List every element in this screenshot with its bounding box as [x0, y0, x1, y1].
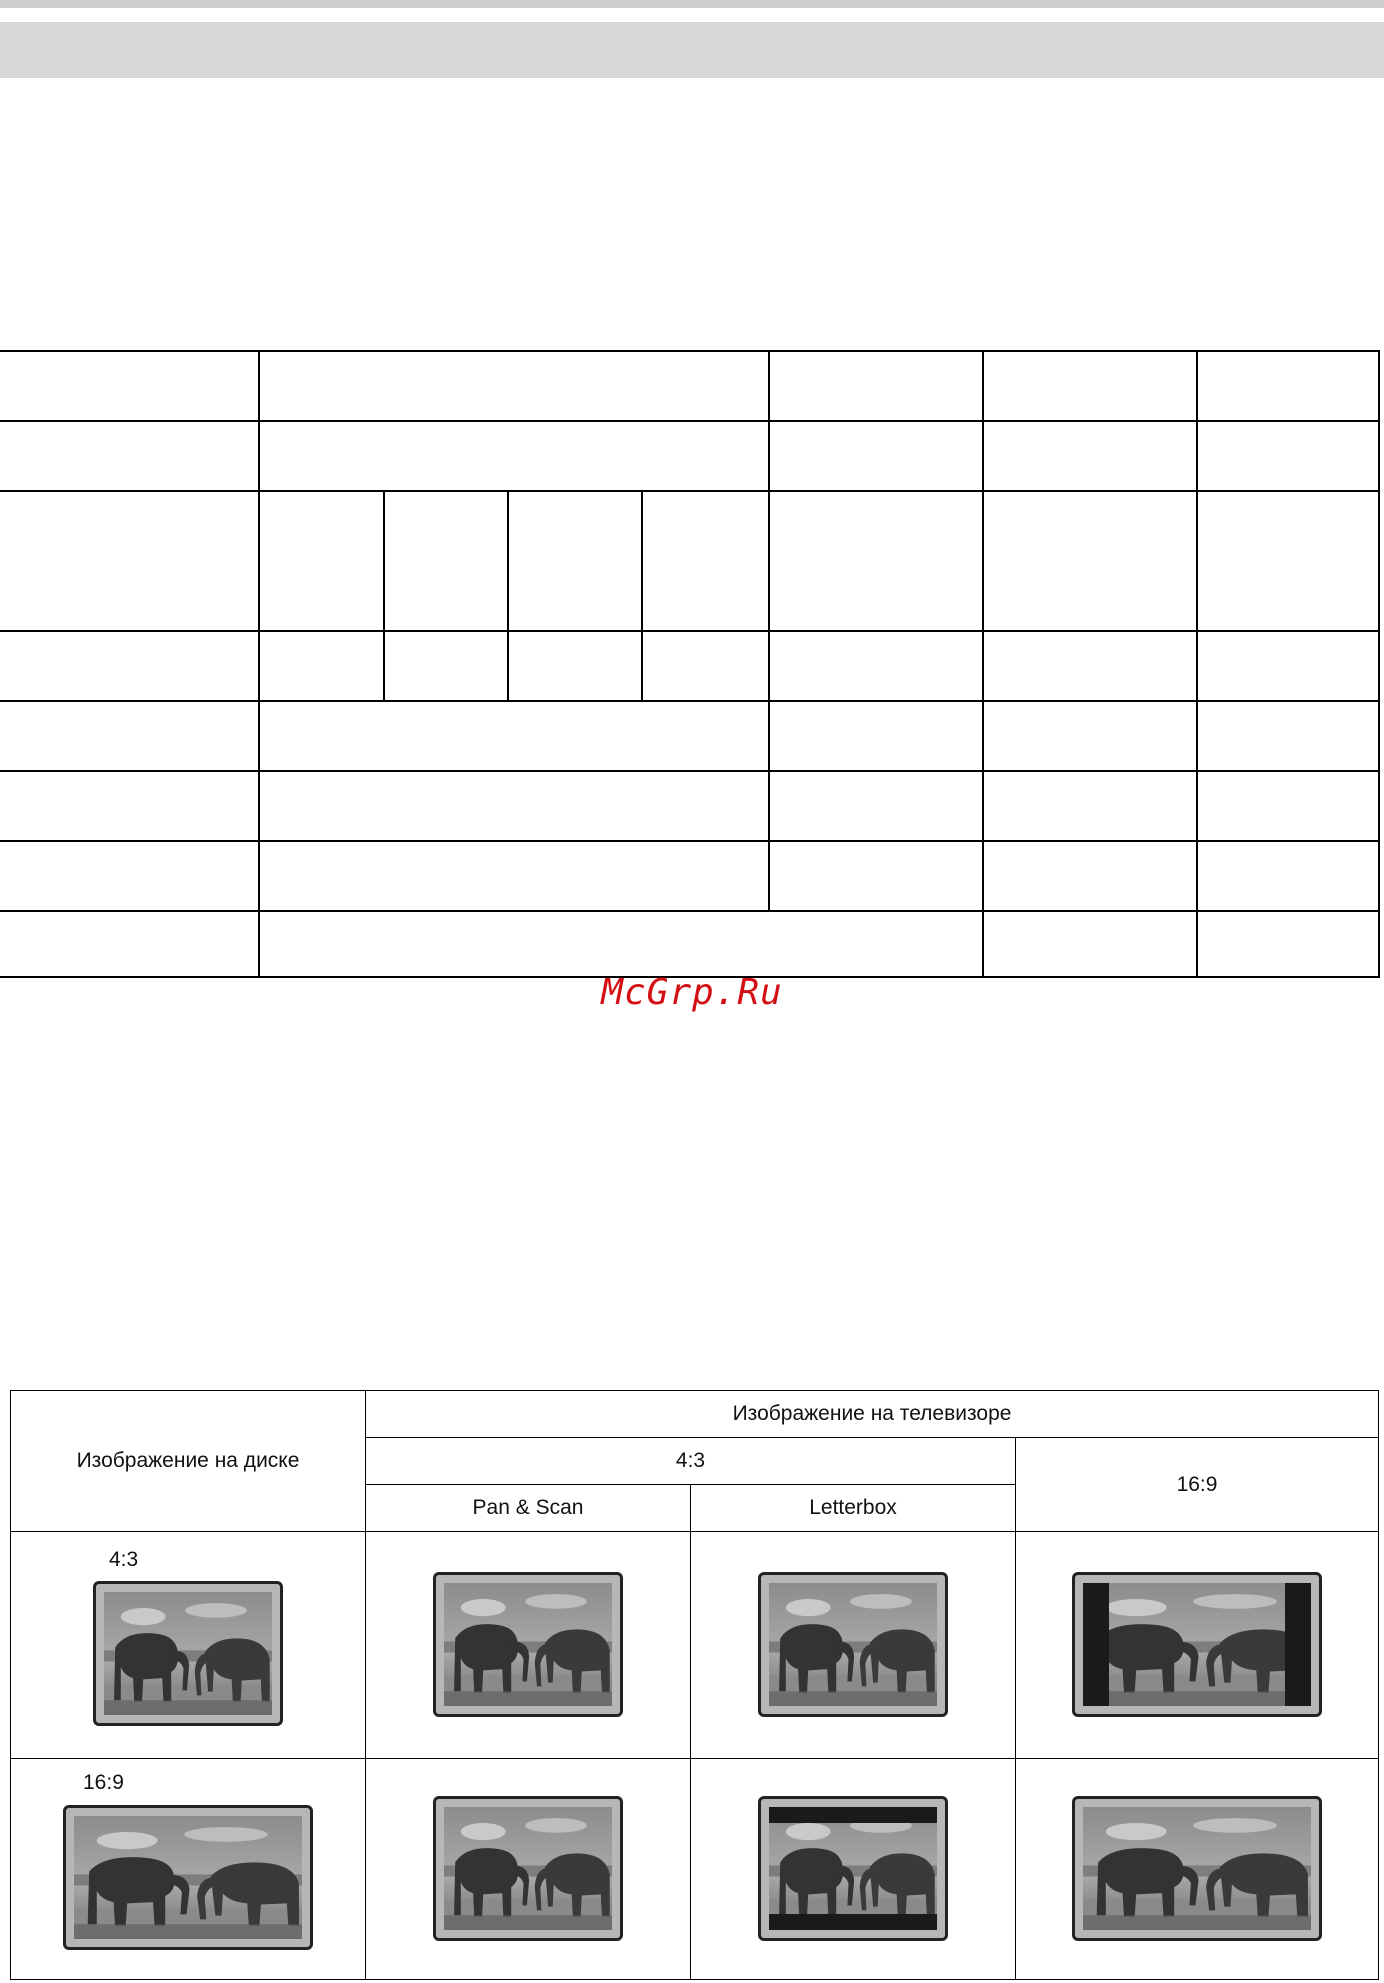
- grid-hline: [0, 840, 1380, 842]
- pillarbox-bar-right: [1285, 1583, 1311, 1706]
- elephant-image: [769, 1583, 937, 1706]
- tv-frame-letterbox-43: [758, 1572, 948, 1717]
- grid-vline: [507, 490, 509, 700]
- elephant-image: [74, 1816, 302, 1939]
- tv-frame-wide-43: [1072, 1572, 1322, 1717]
- grid-hline: [0, 420, 1380, 422]
- aspect-ratio-table: [10, 1390, 1379, 1980]
- letterbox-169-cell: [691, 1758, 1016, 1979]
- grid-hline: [0, 490, 1380, 492]
- letterbox-header: Letterbox: [691, 1485, 1016, 1532]
- grid-hline: [0, 630, 1380, 632]
- pan-scan-43-cell: [366, 1532, 691, 1758]
- disc-169-cell: [11, 1758, 366, 1979]
- grid-vline: [768, 350, 770, 910]
- grid-vline: [258, 350, 260, 978]
- disc-169-label: 16:9: [83, 1770, 124, 1794]
- ratio-169-header: 16:9: [1016, 1438, 1379, 1532]
- grid-hline: [0, 770, 1380, 772]
- disc-43-label: 4:3: [109, 1548, 139, 1572]
- tv-frame-wide-169: [1072, 1796, 1322, 1941]
- elephant-image: [444, 1583, 612, 1706]
- grid-hline: [0, 350, 1380, 352]
- grid-vline: [383, 490, 385, 700]
- pan-scan-header: Pan & Scan: [366, 1485, 691, 1532]
- pillarbox-bar-left: [1083, 1583, 1109, 1706]
- disc-image-header: Изображение на диске: [11, 1391, 366, 1532]
- letterbox-43-cell: [691, 1532, 1016, 1758]
- letterbox-bar-bottom: [769, 1914, 937, 1930]
- tv-frame-pan-scan-43: [433, 1572, 623, 1717]
- tv-frame-disc-169: [63, 1805, 313, 1950]
- top-rule: [0, 0, 1384, 8]
- elephant-photo: [104, 1592, 272, 1715]
- spec-grid: [0, 350, 1384, 978]
- grid-vline: [1378, 350, 1380, 978]
- disc-43-cell: [11, 1532, 366, 1758]
- elephant-image: [1083, 1583, 1311, 1706]
- elephant-photo: [74, 1816, 302, 1939]
- elephant-photo: [1083, 1807, 1311, 1930]
- tv-frame-pan-scan-169: [433, 1796, 623, 1941]
- elephant-photo: [444, 1583, 612, 1706]
- wide-43-cell: [1016, 1532, 1379, 1758]
- tv-frame-disc-43: [93, 1581, 283, 1726]
- elephant-photo: [1083, 1583, 1311, 1706]
- watermark: McGrp.Ru: [601, 972, 783, 1013]
- elephant-photo: [769, 1583, 937, 1706]
- wide-169-cell: [1016, 1758, 1379, 1979]
- grid-vline: [982, 350, 984, 978]
- elephant-photo: [769, 1807, 937, 1930]
- grid-hline: [0, 700, 1380, 702]
- pan-scan-169-cell: [366, 1758, 691, 1979]
- grid-vline: [1196, 350, 1198, 978]
- elephant-photo: [444, 1807, 612, 1930]
- elephant-image: [1083, 1807, 1311, 1930]
- ratio-43-header: 4:3: [366, 1438, 1016, 1485]
- grid-hline: [0, 910, 1380, 912]
- elephant-image: [769, 1807, 937, 1930]
- tv-image-header: Изображение на телевизоре: [366, 1391, 1379, 1438]
- grid-vline: [641, 490, 643, 700]
- tv-frame-letterbox-169: [758, 1796, 948, 1941]
- elephant-image: [104, 1592, 272, 1715]
- header-band: [0, 22, 1384, 78]
- letterbox-bar-top: [769, 1807, 937, 1823]
- elephant-image: [444, 1807, 612, 1930]
